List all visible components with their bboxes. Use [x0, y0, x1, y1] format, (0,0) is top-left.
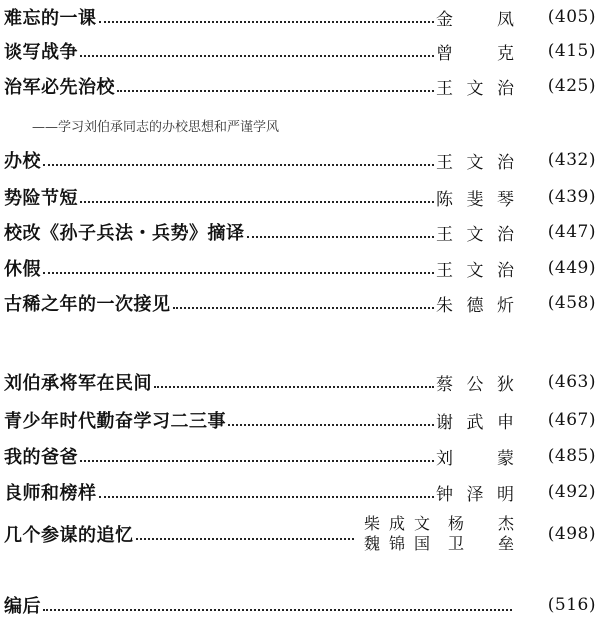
entry-page: (463)	[547, 372, 596, 392]
toc-entry[interactable]	[4, 147, 596, 173]
entry-page: (432)	[547, 150, 596, 170]
entry-page: (458)	[547, 293, 596, 313]
entry-author: 柴成文	[364, 514, 430, 533]
entry-title: 办校	[4, 151, 41, 172]
entry-author: 杨 杰	[448, 514, 514, 533]
entry-title: 刘伯承将军在民间	[4, 373, 152, 394]
entry-title: 几个参谋的追忆	[4, 525, 134, 546]
toc-entry[interactable]	[4, 4, 596, 30]
entry-page: (449)	[547, 258, 596, 278]
entry-author: 王文治	[436, 152, 514, 173]
entry-author: 陈斐琴	[436, 189, 514, 210]
entry-author: 谢武申	[436, 412, 514, 433]
entry-title: 休假	[4, 259, 41, 280]
entry-author: 刘 蒙	[436, 448, 514, 469]
entry-author: 金 凤	[436, 9, 514, 30]
toc-entry[interactable]	[4, 255, 596, 281]
toc-entry[interactable]	[4, 443, 596, 469]
dot-leader	[99, 496, 435, 498]
dot-leader	[228, 424, 434, 426]
entry-title: 校改《孙子兵法・兵势》摘译	[4, 223, 245, 244]
dot-leader	[80, 55, 434, 57]
toc-entry[interactable]	[4, 479, 596, 505]
toc-entry[interactable]	[4, 369, 596, 395]
entry-authors	[364, 514, 514, 554]
entry-title: 我的爸爸	[4, 447, 78, 468]
toc-entry[interactable]	[4, 407, 596, 433]
entry-author: 蔡公狄	[436, 374, 514, 395]
entry-title: 青少年时代勤奋学习二三事	[4, 411, 226, 432]
entry-title: 古稀之年的一次接见	[4, 294, 171, 315]
entry-author: 王文治	[436, 260, 514, 281]
entry-author: 朱德炘	[436, 295, 514, 316]
toc-entry[interactable]	[4, 184, 596, 210]
entry-page: (467)	[547, 410, 596, 430]
entry-author: 曾 克	[436, 43, 514, 64]
dot-leader	[247, 236, 435, 238]
dot-leader	[173, 307, 435, 309]
toc-entry[interactable]	[4, 512, 596, 556]
entry-page: (516)	[547, 595, 596, 615]
toc-entry[interactable]	[4, 219, 596, 245]
entry-page: (485)	[547, 446, 596, 466]
entry-author: 卫 垒	[448, 534, 514, 553]
dot-leader	[99, 21, 435, 23]
entry-author: 钟泽明	[436, 484, 514, 505]
entry-page: (439)	[547, 187, 596, 207]
dot-leader	[117, 90, 434, 92]
entry-author: 王文治	[436, 224, 514, 245]
entry-author: 魏锦国	[364, 534, 430, 553]
dot-leader	[154, 386, 434, 388]
entry-page: (498)	[547, 524, 596, 544]
entry-title: 势险节短	[4, 188, 78, 209]
dot-leader	[43, 164, 434, 166]
entry-title: 良师和榜样	[4, 483, 97, 504]
toc-entry[interactable]	[4, 38, 596, 64]
entry-title: 治军必先治校	[4, 77, 115, 98]
dot-leader	[43, 272, 434, 274]
entry-page: (425)	[547, 76, 596, 96]
entry-page: (415)	[547, 41, 596, 61]
dot-leader	[80, 460, 434, 462]
entry-subtitle: ——学习刘伯承同志的办校思想和严谨学风	[32, 120, 280, 135]
entry-page: (405)	[547, 7, 596, 27]
dot-leader	[80, 201, 434, 203]
entry-author: 王文治	[436, 78, 514, 99]
entry-page: (447)	[547, 222, 596, 242]
toc-entry[interactable]	[4, 592, 596, 618]
entry-page: (492)	[547, 482, 596, 502]
toc-entry[interactable]	[4, 73, 596, 99]
dot-leader	[136, 538, 355, 540]
entry-title: 谈写战争	[4, 42, 78, 63]
entry-title: 编后	[4, 596, 41, 617]
dot-leader	[43, 609, 512, 611]
toc-entry[interactable]	[4, 290, 596, 316]
entry-title: 难忘的一课	[4, 8, 97, 29]
